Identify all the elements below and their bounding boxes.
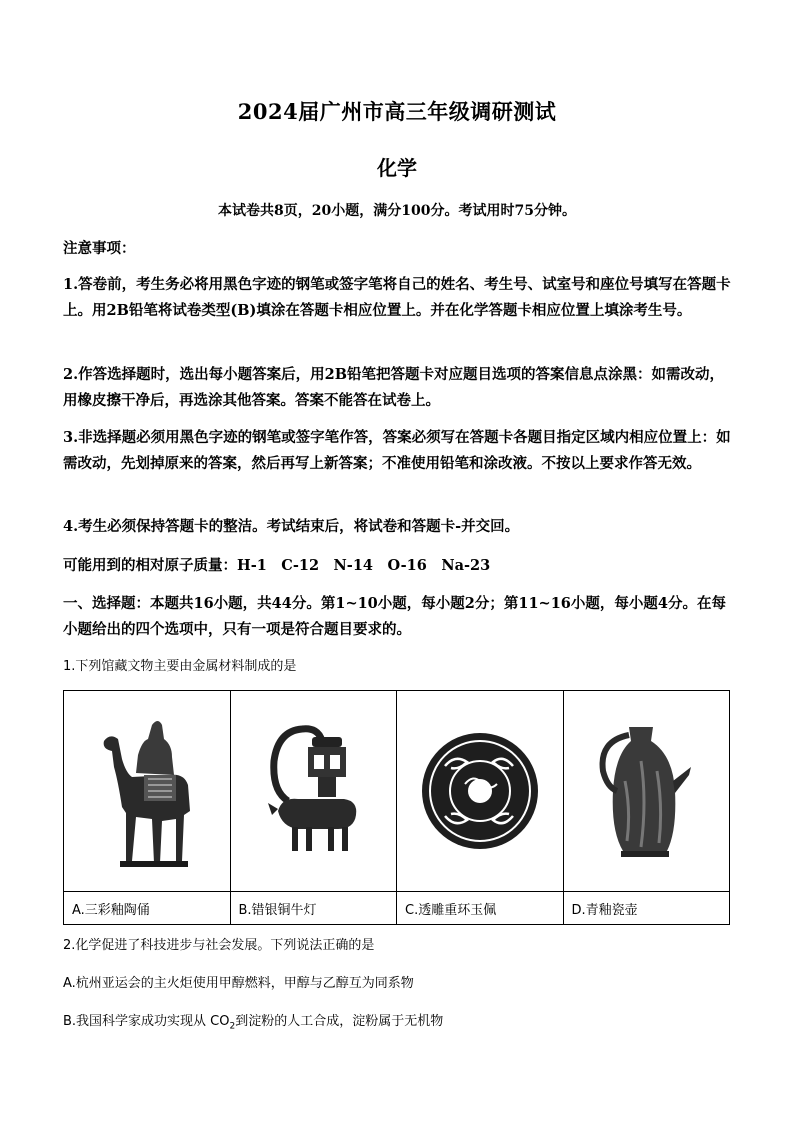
note-item-1: 1.答卷前，考生务必将用黑色字迹的钢笔或签字笔将自己的姓名、考生号、试室号和座位号填写在答题卡上。用2B铅笔将试卷类型(B)填涂在答题卡相应位置上。并在化学答题卡相应位置上填涂考生号。 xyxy=(63,276,731,319)
jade-disc-icon xyxy=(415,726,545,856)
question-2-stem: 2.化学促进了科技进步与社会发展。下列说法正确的是 xyxy=(63,938,375,953)
option-b-text-start: B.我国科学家成功实现从 CO xyxy=(63,1014,230,1029)
subject-title: 化学 xyxy=(377,156,417,180)
celadon-ewer-icon xyxy=(591,711,701,871)
option-d-image-cell xyxy=(563,691,730,892)
option-b-caption: B.错银铜牛灯 xyxy=(230,892,397,925)
section-one-instructions: 一、选择题：本题共16小题，共44分。第1~10小题，每小题2分；第11~16小题，每小题4分。在每小题给出的四个选项中，只有一项是符合题目要求的。 xyxy=(63,595,726,638)
option-b-text-end: 到淀粉的人工合成，淀粉属于无机物 xyxy=(235,1014,444,1029)
exam-info: 本试卷共8页，20小题，满分100分。考试用时75分钟。 xyxy=(218,203,576,219)
notes-heading: 注意事项： xyxy=(63,240,136,257)
option-d-caption: D.青釉瓷壶 xyxy=(563,892,730,925)
note-item-3: 3.非选择题必须用黑色字迹的钢笔或签字笔作答，答案必须写在答题卡各题目指定区域内相应位置上：如需改动，先划掉原来的答案，然后再写上新答案；不准使用铅笔和涂改液。不按以上要求作答无效。 xyxy=(63,429,731,472)
question-2-option-a: A.杭州亚运会的主火炬使用甲醇燃料，甲醇与乙醇互为同系物 xyxy=(63,976,414,991)
atomic-masses: 可能用到的相对原子质量：H-1 C-12 N-14 O-16 Na-23 xyxy=(63,557,491,574)
option-a-caption: A.三彩釉陶俑 xyxy=(64,892,231,925)
question-1-stem: 1.下列馆藏文物主要由金属材料制成的是 xyxy=(63,659,297,674)
option-a-image-cell xyxy=(64,691,231,892)
question-2-option-b xyxy=(63,1012,731,1037)
note-item-4: 4.考生必须保持答题卡的整洁。考试结束后，将试卷和答题卡-并交回。 xyxy=(63,518,520,535)
option-c-image-cell xyxy=(397,691,564,892)
co2-subscript: 2 xyxy=(229,1021,236,1032)
question-1-options-table xyxy=(63,690,730,925)
note-item-2: 2.作答选择题时，选出每小题答案后，用2B铅笔把答题卡对应题目选项的答案信息点涂黑：如需改动，用橡皮擦干净后，再选涂其他答案。答案不能答在试卷上。 xyxy=(63,366,724,409)
option-b-image-cell xyxy=(230,691,397,892)
camel-figurine-icon xyxy=(92,711,202,871)
option-c-caption: C.透雕重环玉佩 xyxy=(397,892,564,925)
exam-title: 2024届广州市高三年级调研测试 xyxy=(237,99,557,124)
bronze-ox-lamp-icon xyxy=(258,711,368,871)
